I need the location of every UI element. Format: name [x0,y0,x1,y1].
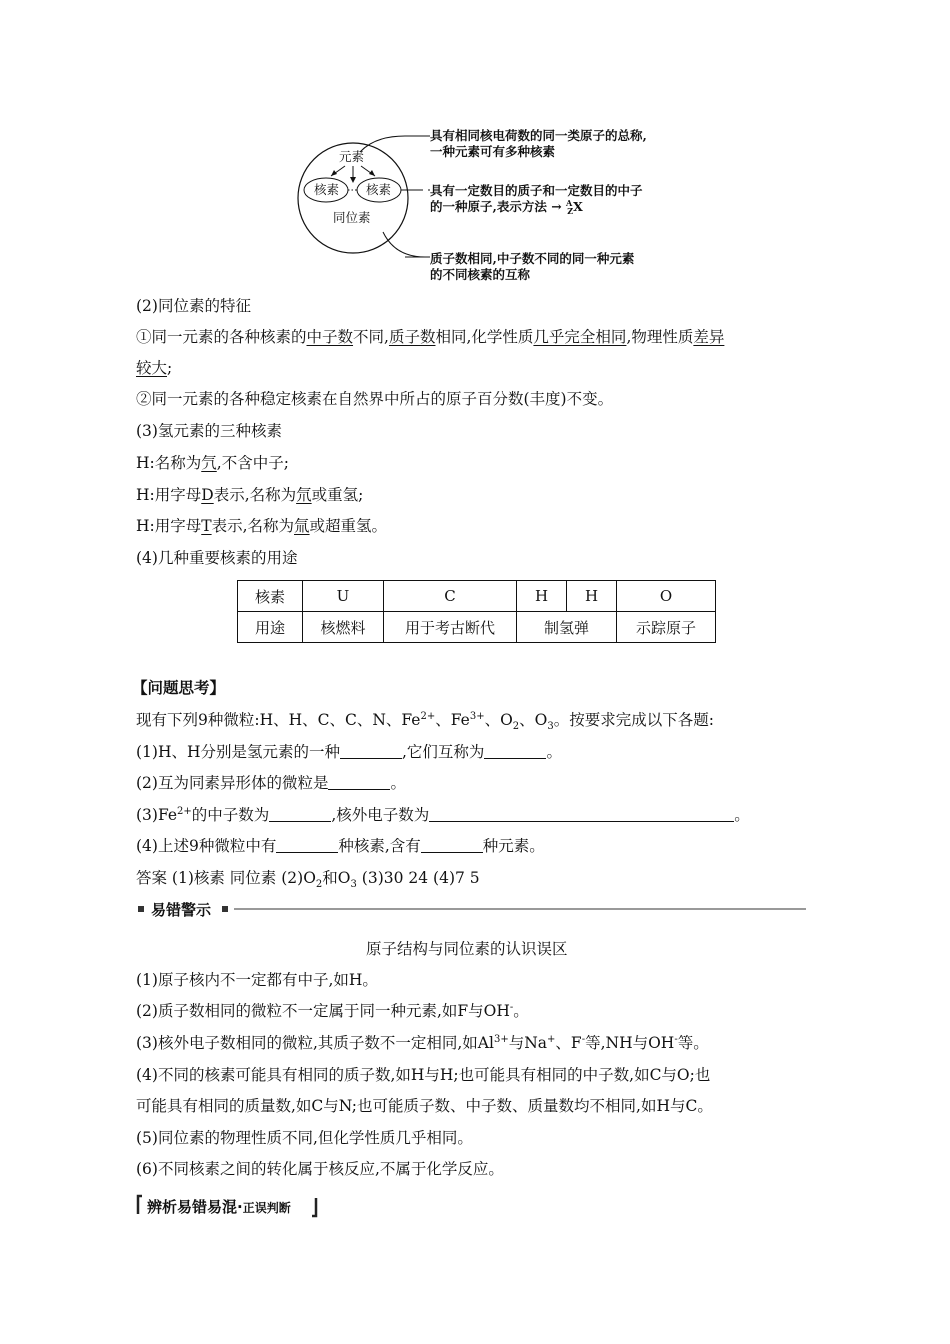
question-intro: 现有下列9种微粒:H、H、C、C、N、$Fe^{2+}$、$Fe^{3+}$、$O_2$、$O_3$。按要求完成以下各题: [136,710,714,733]
note3-line2: 的不同核素的互称 [430,267,531,282]
hydrogen-deuterium: H:用字母D表示,名称为氘或重氢; [136,486,364,504]
section3-title: (3)氢元素的三种核素 [136,422,282,440]
note1-line2: 一种元素可有多种核素 [430,144,556,159]
section2-line2: ②同一元素的各种稳定核素在自然界中所占的原子百分数(丰度)不变。 [136,390,614,408]
section2-line1-cont: 较大; [136,359,173,377]
warning-bullet-right [222,906,228,912]
note2-line1: 具有一定数目的质子和一定数目的中子 [430,183,643,198]
arrow-mid-head [350,177,356,183]
diagram-right-node: 核素 [366,182,392,197]
bottom-heading-text: 辨析易错易混·正误判断 [147,1198,291,1216]
table-cell: H [517,581,567,612]
warning-title: 原子结构与同位素的认识误区 [366,940,568,958]
warning-rule [234,908,806,910]
table-cell: O [617,581,716,612]
warning-p4-line2: 可能具有相同的质量数,如C与N;也可能质子数、中子数、质量数均不相同,如H与C。 [136,1097,713,1115]
table-cell: U [303,581,384,612]
warning-p2: (2)质子数相同的微粒不一定属于同一种元素,如F与OH-。 [136,1001,529,1020]
table-cell: 用途 [238,612,303,643]
warning-bullet-left [138,906,144,912]
table-cell: C [384,581,517,612]
note1-line1: 具有相同核电荷数的同一类原子的总称, [430,128,647,143]
table-cell: 核素 [238,581,303,612]
hydrogen-protium: H:名称为氕,不含中子; [136,454,289,472]
note3-line1: 质子数相同,中子数不同的同一种元素 [430,251,635,266]
table-cell: 核燃料 [303,612,384,643]
nuclide-table [237,580,716,643]
arrow-right-head [369,170,375,176]
question-4: (4)上述9种微粒中有 种核素,含有 种元素。 [136,837,545,855]
hydrogen-tritium: H:用字母T表示,名称为氚或超重氢。 [136,517,388,535]
table-cell: 示踪原子 [617,612,716,643]
note2-line2: 的一种原子,表示方法 → $^A_Z$X [430,198,583,216]
diagram-element-label: 元素 [339,149,365,164]
question-heading: 【问题思考】 [132,679,226,697]
question-1: (1)H、H分别是氢元素的一种 ,它们互称为 。 [136,743,562,761]
warning-p1: (1)原子核内不一定都有中子,如H。 [136,971,378,989]
question-3: $(3)Fe^{2+}$的中子数为 ,核外电子数为 。 [136,805,750,824]
table-row [238,581,716,612]
section2-line1: ①同一元素的各种核素的中子数不同,质子数相同,化学性质几乎完全相同,物理性质差异 [136,328,725,346]
pointer-line-1 [360,136,405,152]
warning-p4-line1: (4)不同的核素可能具有相同的质子数,如H与H;也可能具有相同的中子数,如C与O;也 [136,1066,711,1084]
warning-p3: (3)核外电子数相同的微粒,其质子数不一定相同,如$Al^{3+}$与Na+、F-等,NH与OH-等。 [136,1033,709,1052]
section2-title: (2)同位素的特征 [136,297,251,315]
question-2: (2)互为同素异形体的微粒是 。 [136,774,406,792]
diagram-isotope-label: 同位素 [333,210,371,225]
table-row [238,612,716,643]
section4-title: (4)几种重要核素的用途 [136,549,298,567]
warning-label: 易错警示 [151,901,212,919]
diagram-left-node: 核素 [314,182,340,197]
table-cell: H [567,581,617,612]
table-cell: 用于考古断代 [384,612,517,643]
answer: 答案 (1)核素 同位素 $(2)O_2$和$O_3$ (3)30 24 (4)7 5 [136,869,480,891]
warning-p5: (5)同位素的物理性质不同,但化学性质几乎相同。 [136,1129,473,1147]
table-cell: 制氢弹 [517,612,617,643]
arrow-left-head [331,170,337,176]
warning-p6: (6)不同核素之间的转化属于核反应,不属于化学反应。 [136,1160,504,1178]
